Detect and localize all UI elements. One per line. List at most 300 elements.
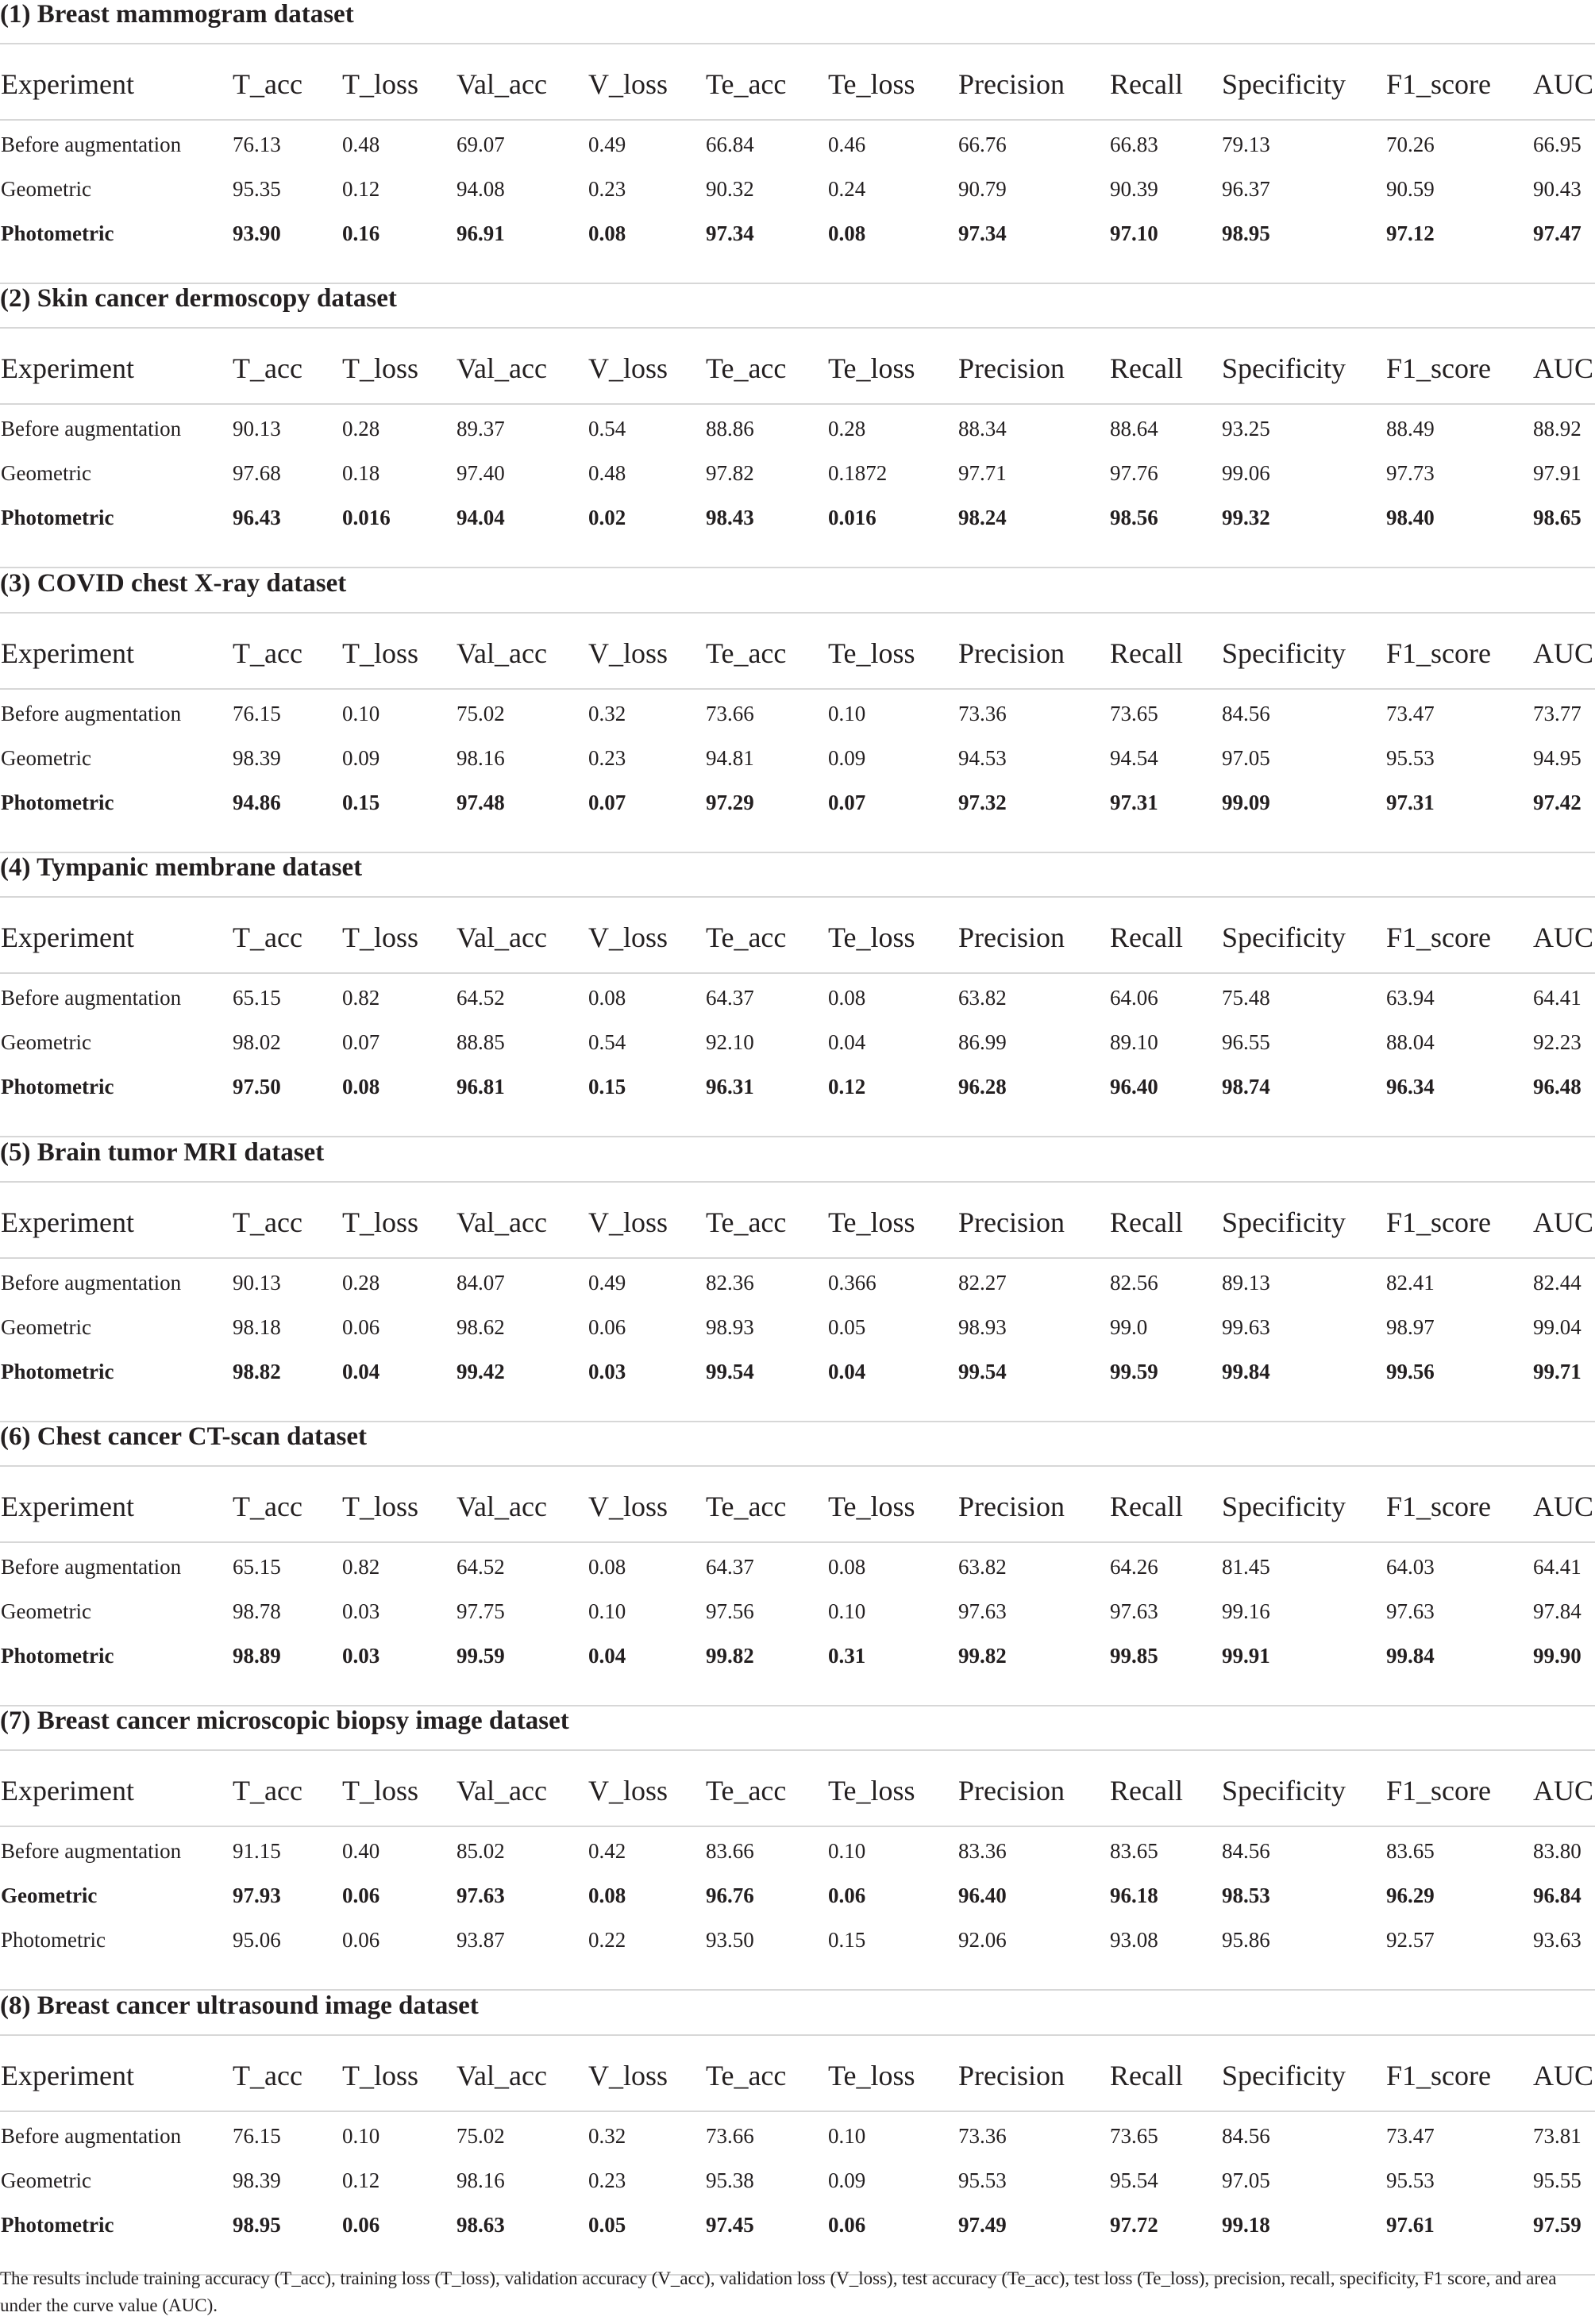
metric-value-cell: 96.29: [1386, 1883, 1435, 1907]
metric-value-cell: 92.57: [1386, 1928, 1435, 1952]
metric-value-cell: 99.82: [958, 1644, 1007, 1668]
metric-value-cell: 64.52: [457, 986, 505, 1010]
metric-value-cell: 82.36: [706, 1271, 754, 1295]
metric-value-cell: 84.56: [1222, 2124, 1270, 2148]
column-header: Te_acc: [706, 637, 787, 669]
column-header: Experiment: [1, 1775, 134, 1806]
metric-value-cell: 0.09: [342, 746, 380, 770]
metric-value-cell: 96.48: [1533, 1075, 1582, 1099]
metric-value-cell: 97.82: [706, 461, 754, 485]
column-header: T_acc: [233, 352, 302, 384]
column-header: Precision: [958, 637, 1065, 669]
metric-value-cell: 88.49: [1386, 417, 1435, 441]
column-header: Val_acc: [457, 1206, 547, 1238]
metric-value-cell: 66.95: [1533, 133, 1582, 156]
metric-value-cell: 0.06: [342, 1883, 380, 1907]
section-divider: [0, 1136, 1595, 1137]
metric-value-cell: 75.02: [457, 702, 505, 725]
section-divider: [0, 567, 1595, 568]
metric-value-cell: 90.32: [706, 177, 754, 201]
metric-value-cell: 89.37: [457, 417, 505, 441]
metric-value-cell: 0.03: [342, 1599, 380, 1623]
metric-value-cell: 93.87: [457, 1928, 505, 1952]
metric-value-cell: 73.36: [958, 2124, 1007, 2148]
metric-value-cell: 97.12: [1386, 221, 1435, 245]
metric-value-cell: 0.24: [828, 177, 866, 201]
metric-value-cell: 0.07: [828, 791, 866, 814]
metric-value-cell: 0.22: [588, 1928, 626, 1952]
experiment-name-cell: Photometric: [1, 506, 114, 529]
column-header: Experiment: [1, 1491, 134, 1522]
table-row: [0, 977, 1595, 1018]
metric-value-cell: 73.66: [706, 2124, 754, 2148]
metric-value-cell: 0.23: [588, 2168, 626, 2192]
metric-value-cell: 73.36: [958, 702, 1007, 725]
metric-value-cell: 90.13: [233, 1271, 281, 1295]
metric-value-cell: 63.82: [958, 1555, 1007, 1579]
section-title: (7) Breast cancer microscopic biopsy image dataset: [0, 1706, 569, 1735]
metric-value-cell: 69.07: [457, 133, 505, 156]
column-header: Val_acc: [457, 1491, 547, 1522]
metric-value-cell: 97.32: [958, 791, 1007, 814]
metric-value-cell: 0.18: [342, 461, 380, 485]
metric-value-cell: 0.05: [828, 1315, 866, 1339]
metric-value-cell: 98.93: [958, 1315, 1007, 1339]
metric-value-cell: 93.08: [1110, 1928, 1158, 1952]
metric-value-cell: 0.10: [342, 2124, 380, 2148]
metric-value-cell: 97.84: [1533, 1599, 1582, 1623]
column-header: AUC: [1533, 68, 1594, 100]
column-header: AUC: [1533, 1491, 1594, 1522]
metric-value-cell: 0.28: [342, 1271, 380, 1295]
dataset-section: [0, 853, 1595, 1137]
metric-value-cell: 0.06: [828, 1883, 866, 1907]
metric-value-cell: 94.53: [958, 746, 1007, 770]
column-header: Recall: [1110, 637, 1183, 669]
column-header: Te_acc: [706, 2060, 787, 2091]
metric-value-cell: 88.85: [457, 1030, 505, 1054]
metric-value-cell: 83.65: [1386, 1839, 1435, 1863]
metric-value-cell: 90.13: [233, 417, 281, 441]
metric-value-cell: 0.04: [828, 1360, 866, 1383]
column-header: F1_score: [1386, 1206, 1491, 1238]
metric-value-cell: 76.13: [233, 133, 281, 156]
column-header: Specificity: [1222, 637, 1346, 669]
metric-value-cell: 0.10: [828, 2124, 866, 2148]
metric-value-cell: 99.84: [1222, 1360, 1270, 1383]
metric-value-cell: 0.10: [828, 1839, 866, 1863]
experiment-name-cell: Before augmentation: [1, 986, 182, 1010]
metric-value-cell: 0.54: [588, 417, 626, 441]
dataset-section: [0, 1991, 1595, 2276]
column-header: T_acc: [233, 1206, 302, 1238]
column-header: Experiment: [1, 68, 134, 100]
metric-value-cell: 98.89: [233, 1644, 281, 1668]
table-row: [0, 497, 1595, 538]
table-row: [0, 1875, 1595, 1916]
metric-value-cell: 81.45: [1222, 1555, 1270, 1579]
column-header: AUC: [1533, 637, 1594, 669]
metric-value-cell: 0.07: [342, 1030, 380, 1054]
column-header: Recall: [1110, 1206, 1183, 1238]
experiment-name-cell: Geometric: [1, 177, 91, 201]
column-header: T_loss: [342, 637, 419, 669]
metric-value-cell: 85.02: [457, 1839, 505, 1863]
metric-value-cell: 0.08: [828, 986, 866, 1010]
column-header: V_loss: [588, 352, 668, 384]
metric-value-cell: 98.18: [233, 1315, 281, 1339]
metric-value-cell: 73.66: [706, 702, 754, 725]
table-header-row: [0, 327, 1595, 405]
metric-value-cell: 99.54: [958, 1360, 1007, 1383]
metric-value-cell: 99.16: [1222, 1599, 1270, 1623]
metric-value-cell: 0.03: [588, 1360, 626, 1383]
metric-value-cell: 0.02: [588, 506, 626, 529]
experiment-name-cell: Photometric: [1, 1360, 114, 1383]
column-header: Recall: [1110, 1775, 1183, 1806]
metric-value-cell: 0.49: [588, 1271, 626, 1295]
metric-value-cell: 96.37: [1222, 177, 1270, 201]
metric-value-cell: 92.06: [958, 1928, 1007, 1952]
metric-value-cell: 97.75: [457, 1599, 505, 1623]
metric-value-cell: 98.56: [1110, 506, 1158, 529]
table-row: [0, 1306, 1595, 1348]
metric-value-cell: 98.40: [1386, 506, 1435, 529]
metric-value-cell: 99.56: [1386, 1360, 1435, 1383]
section-title: (8) Breast cancer ultrasound image dataset: [0, 1991, 479, 2020]
column-header: Specificity: [1222, 1206, 1346, 1238]
metric-value-cell: 0.15: [828, 1928, 866, 1952]
metric-value-cell: 82.44: [1533, 1271, 1582, 1295]
column-header: AUC: [1533, 1206, 1594, 1238]
metric-value-cell: 99.82: [706, 1644, 754, 1668]
metric-value-cell: 64.41: [1533, 986, 1582, 1010]
section-title: (1) Breast mammogram dataset: [0, 0, 354, 29]
metric-value-cell: 96.28: [958, 1075, 1007, 1099]
metric-value-cell: 0.12: [828, 1075, 866, 1099]
metric-value-cell: 86.99: [958, 1030, 1007, 1054]
column-header: Specificity: [1222, 352, 1346, 384]
column-header: Precision: [958, 1206, 1065, 1238]
dataset-section: [0, 0, 1595, 284]
metric-value-cell: 88.34: [958, 417, 1007, 441]
metric-value-cell: 73.65: [1110, 702, 1158, 725]
metric-value-cell: 99.71: [1533, 1360, 1582, 1383]
metric-value-cell: 88.04: [1386, 1030, 1435, 1054]
metric-value-cell: 0.016: [828, 506, 876, 529]
metric-value-cell: 95.53: [1386, 2168, 1435, 2192]
metric-value-cell: 94.81: [706, 746, 754, 770]
column-header: Te_acc: [706, 1775, 787, 1806]
metric-value-cell: 0.06: [342, 1928, 380, 1952]
metric-value-cell: 0.366: [828, 1271, 876, 1295]
metric-value-cell: 98.43: [706, 506, 754, 529]
experiment-name-cell: Photometric: [1, 1075, 114, 1099]
section-title: (3) COVID chest X-ray dataset: [0, 569, 347, 598]
experiment-name-cell: Before augmentation: [1, 2124, 182, 2148]
column-header: Precision: [958, 68, 1065, 100]
column-header: Experiment: [1, 1206, 134, 1238]
metric-value-cell: 97.63: [1110, 1599, 1158, 1623]
metric-value-cell: 93.25: [1222, 417, 1270, 441]
metric-value-cell: 73.47: [1386, 702, 1435, 725]
experiment-name-cell: Geometric: [1, 461, 91, 485]
metric-value-cell: 96.91: [457, 221, 505, 245]
metric-value-cell: 76.15: [233, 702, 281, 725]
column-header: Recall: [1110, 352, 1183, 384]
metric-value-cell: 97.48: [457, 791, 505, 814]
metric-value-cell: 0.40: [342, 1839, 380, 1863]
column-header: T_loss: [342, 1775, 419, 1806]
metric-value-cell: 83.36: [958, 1839, 1007, 1863]
dataset-section: [0, 1706, 1595, 1991]
column-header: T_loss: [342, 352, 419, 384]
metric-value-cell: 97.47: [1533, 221, 1582, 245]
metric-value-cell: 98.95: [233, 2213, 281, 2237]
column-header: Precision: [958, 2060, 1065, 2091]
column-header: Experiment: [1, 352, 134, 384]
metric-value-cell: 79.13: [1222, 133, 1270, 156]
metric-value-cell: 97.29: [706, 791, 754, 814]
column-header: Recall: [1110, 1491, 1183, 1522]
experiment-name-cell: Before augmentation: [1, 1555, 182, 1579]
table-header-row: [0, 1465, 1595, 1543]
metric-value-cell: 0.09: [828, 746, 866, 770]
column-header: Recall: [1110, 922, 1183, 953]
column-header: F1_score: [1386, 352, 1491, 384]
column-header: V_loss: [588, 637, 668, 669]
column-header: Te_loss: [828, 2060, 915, 2091]
table-row: [0, 1591, 1595, 1632]
column-header: Precision: [958, 1775, 1065, 1806]
metric-value-cell: 0.016: [342, 506, 391, 529]
column-header: Specificity: [1222, 68, 1346, 100]
metric-value-cell: 90.43: [1533, 177, 1582, 201]
column-header: F1_score: [1386, 2060, 1491, 2091]
metric-value-cell: 0.16: [342, 221, 380, 245]
metric-value-cell: 99.90: [1533, 1644, 1582, 1668]
metric-value-cell: 95.55: [1533, 2168, 1582, 2192]
metric-value-cell: 0.28: [828, 417, 866, 441]
metric-value-cell: 0.08: [828, 1555, 866, 1579]
metric-value-cell: 97.71: [958, 461, 1007, 485]
metric-value-cell: 0.09: [828, 2168, 866, 2192]
metric-value-cell: 0.82: [342, 986, 380, 1010]
metric-value-cell: 96.84: [1533, 1883, 1582, 1907]
column-header: Val_acc: [457, 68, 547, 100]
column-header: F1_score: [1386, 637, 1491, 669]
column-header: F1_score: [1386, 1491, 1491, 1522]
experiment-name-cell: Photometric: [1, 1644, 114, 1668]
column-header: T_loss: [342, 922, 419, 953]
metric-value-cell: 96.76: [706, 1883, 754, 1907]
column-header: Val_acc: [457, 2060, 547, 2091]
metric-value-cell: 98.62: [457, 1315, 505, 1339]
table-row: [0, 1351, 1595, 1392]
metric-value-cell: 96.55: [1222, 1030, 1270, 1054]
column-header: Te_loss: [828, 352, 915, 384]
experiment-name-cell: Before augmentation: [1, 1271, 182, 1295]
metric-value-cell: 99.84: [1386, 1644, 1435, 1668]
metric-value-cell: 0.1872: [828, 461, 888, 485]
column-header: Recall: [1110, 2060, 1183, 2091]
metric-value-cell: 96.40: [1110, 1075, 1158, 1099]
metric-value-cell: 97.76: [1110, 461, 1158, 485]
column-header: Specificity: [1222, 922, 1346, 953]
metric-value-cell: 97.56: [706, 1599, 754, 1623]
column-header: T_acc: [233, 68, 302, 100]
column-header: Specificity: [1222, 2060, 1346, 2091]
column-header: Te_acc: [706, 1491, 787, 1522]
metric-value-cell: 0.12: [342, 2168, 380, 2192]
metric-value-cell: 99.59: [1110, 1360, 1158, 1383]
section-divider: [0, 1989, 1595, 1991]
table-row: [0, 2115, 1595, 2157]
metric-value-cell: 98.63: [457, 2213, 505, 2237]
experiment-name-cell: Photometric: [1, 2213, 114, 2237]
metric-value-cell: 99.0: [1110, 1315, 1148, 1339]
metric-value-cell: 0.48: [342, 133, 380, 156]
metric-value-cell: 97.49: [958, 2213, 1007, 2237]
metric-value-cell: 84.56: [1222, 702, 1270, 725]
dataset-section: [0, 1138, 1595, 1422]
column-header: Te_loss: [828, 1491, 915, 1522]
experiment-name-cell: Geometric: [1, 1315, 91, 1339]
metric-value-cell: 98.16: [457, 2168, 505, 2192]
metric-value-cell: 0.10: [828, 1599, 866, 1623]
column-header: Val_acc: [457, 352, 547, 384]
table-row: [0, 1262, 1595, 1303]
table-row: [0, 408, 1595, 449]
table-header-row: [0, 2034, 1595, 2112]
table-row: [0, 2204, 1595, 2245]
column-header: V_loss: [588, 1775, 668, 1806]
column-header: Val_acc: [457, 637, 547, 669]
metric-value-cell: 99.32: [1222, 506, 1270, 529]
metric-value-cell: 83.66: [706, 1839, 754, 1863]
column-header: Te_acc: [706, 1206, 787, 1238]
metric-value-cell: 98.93: [706, 1315, 754, 1339]
column-header: Te_loss: [828, 68, 915, 100]
metric-value-cell: 66.84: [706, 133, 754, 156]
metric-value-cell: 97.93: [233, 1883, 281, 1907]
column-header: AUC: [1533, 1775, 1594, 1806]
metric-value-cell: 73.81: [1533, 2124, 1582, 2148]
metric-value-cell: 92.10: [706, 1030, 754, 1054]
metric-value-cell: 75.02: [457, 2124, 505, 2148]
metric-value-cell: 99.85: [1110, 1644, 1158, 1668]
experiment-name-cell: Photometric: [1, 221, 114, 245]
table-row: [0, 782, 1595, 823]
section-title: (2) Skin cancer dermoscopy dataset: [0, 284, 397, 313]
column-header: Experiment: [1, 922, 134, 953]
column-header: Experiment: [1, 2060, 134, 2091]
table-header-row: [0, 43, 1595, 121]
column-header: T_acc: [233, 1775, 302, 1806]
metric-value-cell: 0.82: [342, 1555, 380, 1579]
metric-value-cell: 0.04: [828, 1030, 866, 1054]
metric-value-cell: 95.53: [958, 2168, 1007, 2192]
metric-value-cell: 84.07: [457, 1271, 505, 1295]
metric-value-cell: 0.06: [342, 1315, 380, 1339]
column-header: F1_score: [1386, 68, 1491, 100]
experiment-name-cell: Geometric: [1, 1030, 91, 1054]
metric-value-cell: 99.04: [1533, 1315, 1582, 1339]
metric-value-cell: 92.23: [1533, 1030, 1582, 1054]
metric-value-cell: 97.31: [1110, 791, 1158, 814]
table-row: [0, 1022, 1595, 1063]
metric-value-cell: 0.04: [588, 1644, 626, 1668]
metric-value-cell: 82.41: [1386, 1271, 1435, 1295]
metric-value-cell: 82.56: [1110, 1271, 1158, 1295]
metric-value-cell: 97.63: [1386, 1599, 1435, 1623]
metric-value-cell: 95.06: [233, 1928, 281, 1952]
metric-value-cell: 83.80: [1533, 1839, 1582, 1863]
metric-value-cell: 0.06: [342, 2213, 380, 2237]
metric-value-cell: 99.18: [1222, 2213, 1270, 2237]
table-row: [0, 124, 1595, 165]
metric-value-cell: 97.45: [706, 2213, 754, 2237]
metric-value-cell: 0.31: [828, 1644, 866, 1668]
metric-value-cell: 88.86: [706, 417, 754, 441]
column-header: T_loss: [342, 1206, 419, 1238]
column-header: V_loss: [588, 1206, 668, 1238]
metric-value-cell: 97.34: [706, 221, 754, 245]
column-header: T_acc: [233, 2060, 302, 2091]
metric-value-cell: 98.39: [233, 2168, 281, 2192]
column-header: Specificity: [1222, 1775, 1346, 1806]
column-header: F1_score: [1386, 1775, 1491, 1806]
metric-value-cell: 84.56: [1222, 1839, 1270, 1863]
metric-value-cell: 98.78: [233, 1599, 281, 1623]
metric-value-cell: 97.05: [1222, 2168, 1270, 2192]
experiment-name-cell: Geometric: [1, 2168, 91, 2192]
column-header: V_loss: [588, 922, 668, 953]
metric-value-cell: 0.46: [828, 133, 866, 156]
metric-value-cell: 99.63: [1222, 1315, 1270, 1339]
column-header: AUC: [1533, 2060, 1594, 2091]
metric-value-cell: 0.32: [588, 702, 626, 725]
experiment-name-cell: Geometric: [1, 1599, 91, 1623]
section-title: (4) Tympanic membrane dataset: [0, 853, 363, 882]
metric-value-cell: 98.53: [1222, 1883, 1270, 1907]
metric-value-cell: 91.15: [233, 1839, 281, 1863]
metric-value-cell: 0.06: [588, 1315, 626, 1339]
metric-value-cell: 95.53: [1386, 746, 1435, 770]
column-header: Te_acc: [706, 352, 787, 384]
metric-value-cell: 97.50: [233, 1075, 281, 1099]
metric-value-cell: 76.15: [233, 2124, 281, 2148]
table-row: [0, 452, 1595, 494]
metric-value-cell: 97.31: [1386, 791, 1435, 814]
metric-value-cell: 0.07: [588, 791, 626, 814]
column-header: V_loss: [588, 1491, 668, 1522]
metric-value-cell: 96.18: [1110, 1883, 1158, 1907]
metric-value-cell: 64.37: [706, 1555, 754, 1579]
metric-value-cell: 95.35: [233, 177, 281, 201]
metric-value-cell: 0.15: [588, 1075, 626, 1099]
table-row: [0, 213, 1595, 254]
metric-value-cell: 75.48: [1222, 986, 1270, 1010]
metric-value-cell: 89.13: [1222, 1271, 1270, 1295]
metric-value-cell: 64.03: [1386, 1555, 1435, 1579]
table-row: [0, 168, 1595, 210]
metric-value-cell: 89.10: [1110, 1030, 1158, 1054]
column-header: Te_loss: [828, 922, 915, 953]
table-row: [0, 1546, 1595, 1587]
metric-value-cell: 99.09: [1222, 791, 1270, 814]
metric-value-cell: 97.73: [1386, 461, 1435, 485]
